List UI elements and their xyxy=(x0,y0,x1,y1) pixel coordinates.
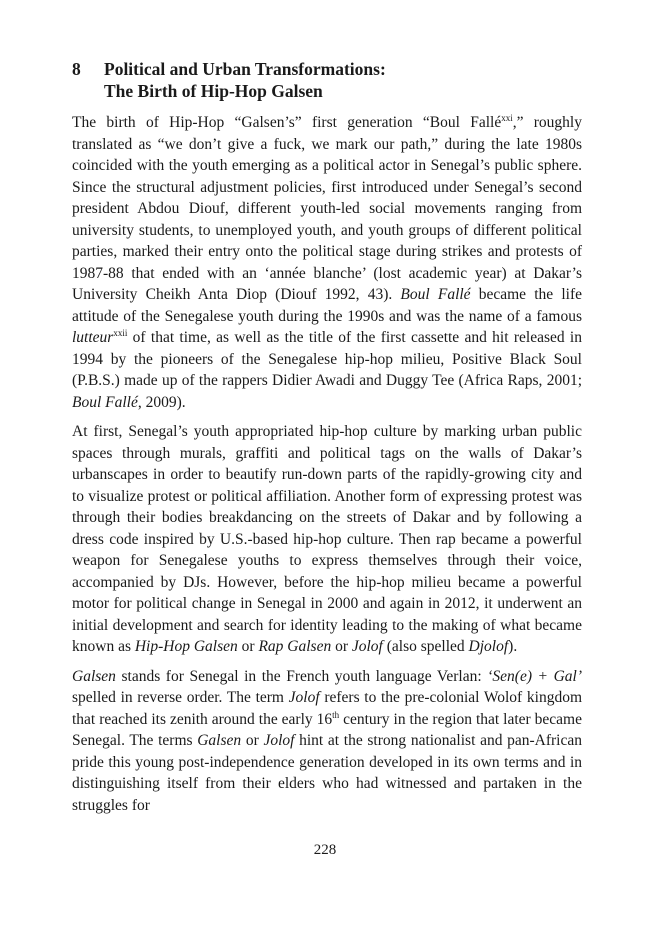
italic-term: Rap Galsen xyxy=(258,638,332,655)
text-run: At first, Senegal’s youth appropriated hip-hop culture by marking urban public spaces through murals, graffiti and political tags on the walls of Dakar’s urbanscapes in order to beautify run-down parts of the rapidly-growing city and to visualize protest or political affiliation. Another form of expressing protest was through their bodies breakdancing on the streets of Dakar and by following a dress code inspired by U.S.-based hip-hop culture. Then rap became a powerful weapon for Senegalese youths to express themselves through their voice, accompanied by DJs. However, before the hip-hop milieu became a powerful motor for political change in Senegal in 2000 and again in 2012, it underwent an initial development and search for identity leading to the making of what became known as xyxy=(72,423,582,655)
page-number: 228 xyxy=(313,842,337,858)
italic-term: Jolof xyxy=(351,638,383,655)
italic-term: ‘Sen(e) + Gal’ xyxy=(487,667,582,685)
text-run: , 2009). xyxy=(137,393,186,411)
italic-term: lutteur xyxy=(72,329,114,346)
italic-term: Boul Fallé xyxy=(400,286,471,303)
section-title xyxy=(104,58,386,102)
text-run: stands for Senegal in the French youth language Verlan: xyxy=(115,667,488,685)
section-number: 8 xyxy=(72,59,81,79)
text-run: hint at the strong nationalist and pan-African pride this young post-independence generation developed in its own terms and in distinguishing itself from their elders who had witnessed and partaken in the struggles for xyxy=(72,732,582,814)
text-run: or xyxy=(331,638,352,655)
text-run: century in the region that later became Senegal. The terms xyxy=(72,710,582,749)
text-run: or xyxy=(237,638,259,655)
endnote-marker[interactable]: xxii xyxy=(113,327,128,338)
text-run: spelled in reverse order. The term xyxy=(72,689,289,706)
endnote-marker[interactable]: xxi xyxy=(501,112,513,123)
paragraph-1 xyxy=(72,112,582,413)
italic-term: Galsen xyxy=(197,732,242,749)
italic-term: Boul Fallé xyxy=(72,393,138,411)
italic-term: Jolof xyxy=(263,732,295,749)
ordinal-suffix: th xyxy=(332,709,340,720)
text-run: (also spelled xyxy=(382,638,469,655)
text-run: refers to the pre-colonial Wolof kingdom that reached its zenith around the early 16 xyxy=(72,689,582,728)
paragraph-3 xyxy=(72,666,582,817)
text-run: ,” roughly translated as “we don’t give a fuck, we mark our path,” during the late 1980s coincided with the youth emerging as a political actor in Senegal’s public sphere. Since the structural adjustment policies, first introduced under Senegal’s second president Abdou Diouf, different youth-led social movements ranging from university students, to unemployed youth, and youth groups of different political parties, marked their entry onto the political stage during strikes and protests of 1987-88 that ended with an ‘année blanche’ (lost academic year) at Dakar’s University Cheikh Anta Diop (Diouf 1992, 43). xyxy=(72,114,582,303)
text-run: or xyxy=(241,732,264,749)
text-run: became the life attitude of the Senegalese youth during the 1990s and was the name of a famous xyxy=(72,286,582,325)
page-body xyxy=(72,58,582,824)
section-heading xyxy=(72,58,582,102)
text-run: of that time, as well as the title of the first cassette and hit released in 1994 by the pioneers of the Senegalese hip-hop milieu, Positive Black Soul (P.B.S.) made up of the rappers Didier Awadi and Duggy Tee (Africa Raps, 2001; xyxy=(72,329,582,389)
section-title-line-1: Political and Urban Transformations: xyxy=(104,59,386,79)
italic-term: Galsen xyxy=(72,667,116,685)
italic-term: Hip-Hop Galsen xyxy=(134,638,238,655)
italic-term: Djolof xyxy=(468,638,509,655)
text-run: ). xyxy=(508,638,518,655)
italic-term: Jolof xyxy=(288,689,320,706)
paragraph-2 xyxy=(72,421,582,658)
section-title-line-2: The Birth of Hip-Hop Galsen xyxy=(104,81,323,101)
text-run: The birth of Hip-Hop “Galsen’s” first generation “Boul Fallé xyxy=(72,114,502,131)
